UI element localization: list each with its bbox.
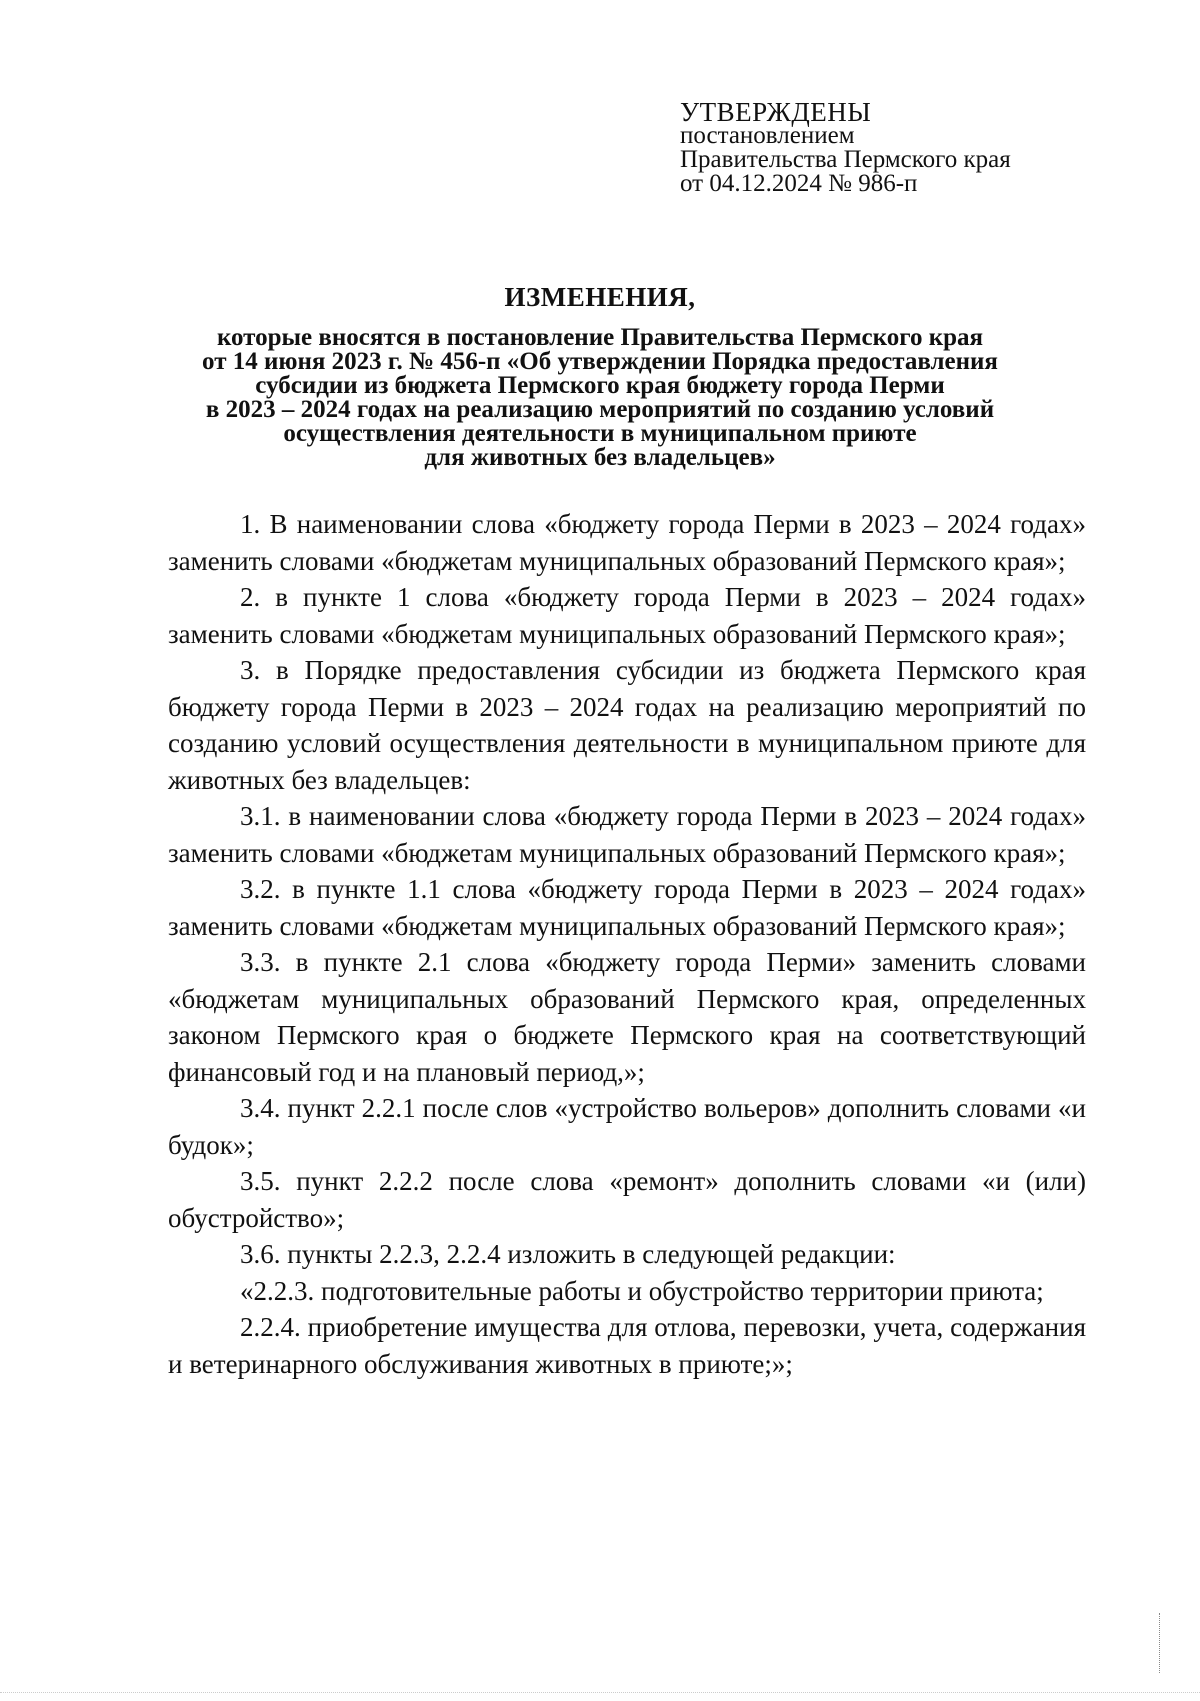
approval-line-2: Правительства Пермского края — [680, 146, 1011, 173]
paragraph-3-6: 3.6. пункты 2.2.3, 2.2.4 изложить в следующей редакции: — [240, 1239, 896, 1269]
paragraph-2-2-4: 2.2.4. приобретение имущества для отлова, перевозки, учета, содержания и ветеринарного обслуживания животных в приюте;»; — [168, 1312, 1086, 1379]
scan-bottom-edge — [0, 1692, 1200, 1695]
document-body — [168, 506, 1086, 1382]
subtitle-line: для животных без владельцев» — [424, 444, 776, 471]
document-title-block — [120, 280, 1080, 470]
approval-line-3: от 04.12.2024 № 986-п — [680, 170, 918, 197]
paragraph-3-4: 3.4. пункт 2.2.1 после слов «устройство вольеров» дополнить словами «и будок»; — [168, 1093, 1086, 1160]
subtitle-line: субсидии из бюджета Пермского края бюджету города Перми — [255, 372, 945, 399]
approval-title: УТВЕРЖДЕНЫ — [680, 97, 872, 127]
paragraph-2: 2. в пункте 1 слова «бюджету города Перми в 2023 – 2024 годах» заменить словами «бюджетам муниципальных образований Пермского края»; — [168, 582, 1086, 649]
paragraph-3-1: 3.1. в наименовании слова «бюджету города Перми в 2023 – 2024 годах» заменить словами «бюджетам муниципальных образований Пермского края»; — [168, 801, 1086, 868]
subtitle-line: осуществления деятельности в муниципальном приюте — [283, 420, 917, 447]
scan-edge-mark — [1159, 1613, 1162, 1673]
paragraph-3-5: 3.5. пункт 2.2.2 после слова «ремонт» дополнить словами «и (или) обустройство»; — [168, 1166, 1086, 1233]
approval-stamp — [680, 97, 1140, 197]
subtitle-line: которые вносятся в постановление Правительства Пермского края — [216, 324, 984, 351]
paragraph-3-3: 3.3. в пункте 2.1 слова «бюджету города Перми» заменить словами «бюджетам муниципальных образований Пермского края, определенных законом Пермского края о бюджете Пермского края на соответствующий финансовый год и на плановый период,»; — [168, 947, 1086, 1087]
approval-line-1: постановлением — [680, 122, 855, 149]
subtitle-line: от 14 июня 2023 г. № 456-п «Об утверждении Порядка предоставления — [202, 348, 998, 375]
paragraph-1: 1. В наименовании слова «бюджету города Перми в 2023 – 2024 годах» заменить словами «бюджетам муниципальных образований Пермского края»; — [168, 509, 1086, 576]
paragraph-3-2: 3.2. в пункте 1.1 слова «бюджету города Перми в 2023 – 2024 годах» заменить словами «бюджетам муниципальных образований Пермского края»; — [168, 874, 1086, 941]
paragraph-2-2-3: «2.2.3. подготовительные работы и обустройство территории приюта; — [240, 1275, 1044, 1306]
paragraph-3: 3. в Порядке предоставления субсидии из бюджета Пермского края бюджету города Перми в 2023 – 2024 годах на реализацию мероприятий по созданию условий осуществления деятельности в муниципальном приюте для животных без владельцев: — [168, 655, 1086, 795]
document-heading: ИЗМЕНЕНИЯ, — [504, 282, 696, 312]
subtitle-line: в 2023 – 2024 годах на реализацию мероприятий по созданию условий — [205, 396, 995, 423]
